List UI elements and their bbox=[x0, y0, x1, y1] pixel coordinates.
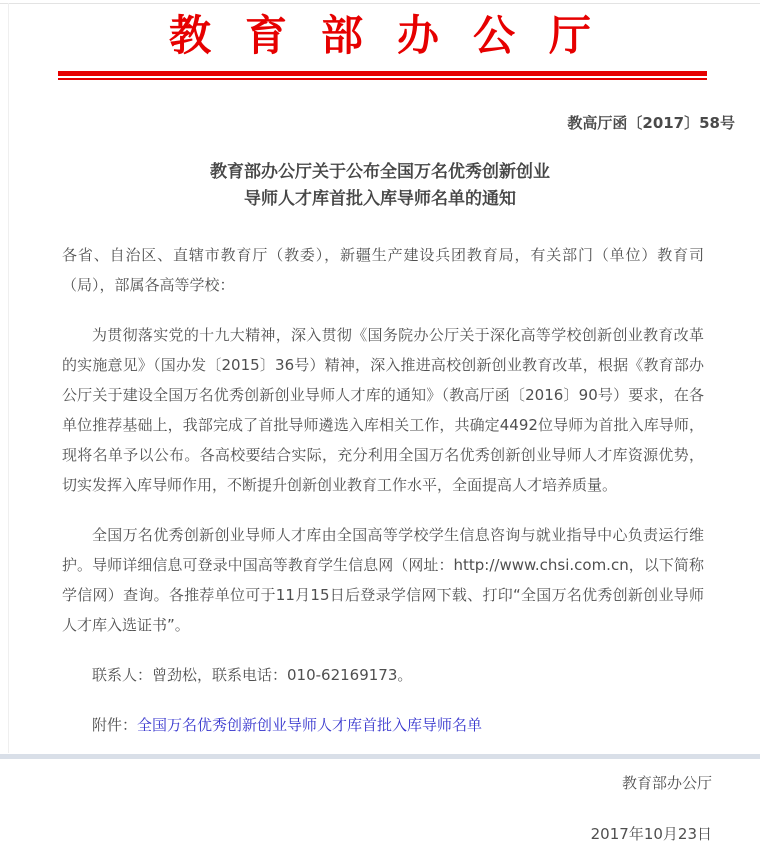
document-title-line-1: 教育部办公厅关于公布全国万名优秀创新创业 bbox=[210, 162, 550, 182]
attachment-label: 附件： bbox=[92, 716, 138, 734]
document-body bbox=[0, 213, 760, 740]
attachment-link[interactable]: 全国万名优秀创新创业导师人才库首批入库导师名单 bbox=[137, 716, 483, 734]
attachment-line bbox=[62, 710, 704, 740]
document-title-line-2: 导师人才库首批入库导师名单的通知 bbox=[244, 189, 516, 209]
contact-info-paragraph: 联系人：曾劲松，联系电话：010-62169173。 bbox=[92, 666, 413, 684]
document-reference-number: 教高厅函〔2017〕58号 bbox=[567, 114, 735, 132]
masthead-divider-double-rule bbox=[58, 71, 707, 80]
body-paragraph-1: 为贯彻落实党的十九大精神，深入贯彻《国务院办公厅关于深化高等学校创新创业教育改革的实施意见》（国办发〔2015〕36号）精神，深入推进高校创新创业教育改革，根据《教育部办公厅关于建设全国万名优秀创新创业导师人才库的通知》（教高厅函〔2016〕90号）要求，在各单位推荐基础上，我部完成了首批导师遴选入库相关工作，共确定4492位导师为首批入库导师，现将名单予以公布。各高校要结合实际，充分利用全国万名优秀创新创业导师人才库资源优势，切实发挥入库导师作用，不断提升创新创业教育工作水平，全面提高人才培养质量。 bbox=[62, 326, 704, 494]
bottom-border-line bbox=[0, 754, 760, 759]
agency-masthead-title: 教育部办公厅 bbox=[168, 11, 625, 60]
document-title bbox=[0, 159, 760, 213]
salutation-paragraph: 各省、自治区、直辖市教育厅（教委），新疆生产建设兵团教育局，有关部门（单位）教育司（局），部属各高等学校： bbox=[62, 246, 704, 294]
masthead bbox=[0, 0, 760, 66]
left-border-line bbox=[8, 3, 9, 753]
issuing-office-signature: 教育部办公厅 bbox=[621, 774, 712, 792]
body-paragraph-2: 全国万名优秀创新创业导师人才库由全国高等学校学生信息咨询与就业指导中心负责运行维护。导师详细信息可登录中国高等教育学生信息网（网址：http://www.chsi.com.cn，以下简称学信网）查询。各推荐单位可于11月15日后登录学信网下载、打印“全国万名优秀创新创业导师人才库入选证书”。 bbox=[62, 526, 704, 634]
issue-date: 2017年10月23日 bbox=[590, 825, 712, 843]
top-border-line bbox=[0, 3, 760, 4]
